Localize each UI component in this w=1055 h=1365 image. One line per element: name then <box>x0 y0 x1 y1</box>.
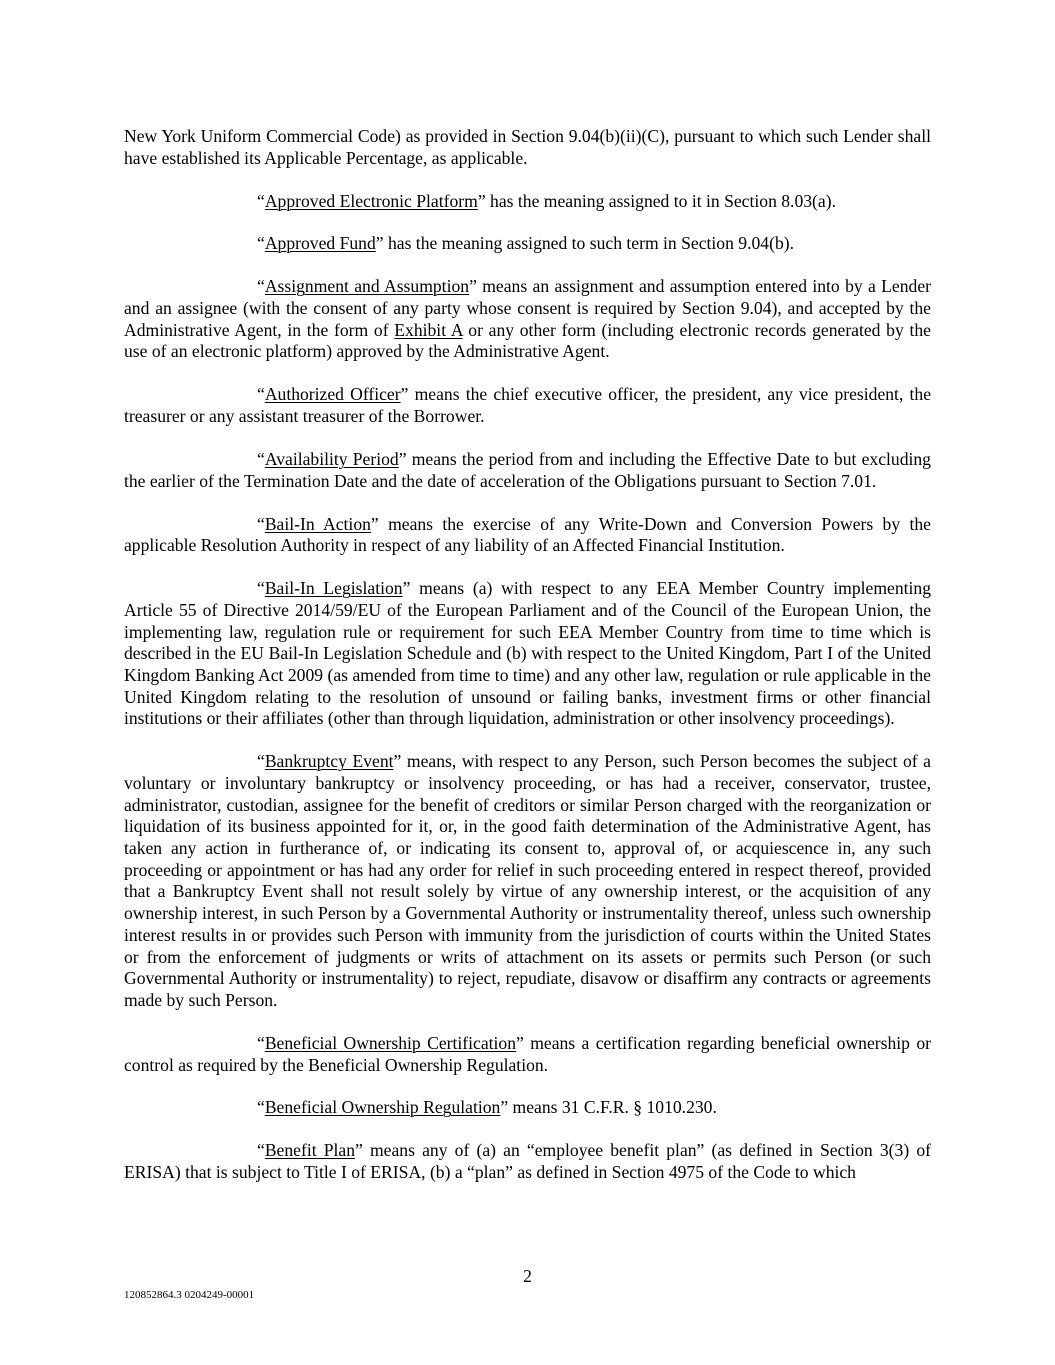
definition-benefit-plan: “Benefit Plan” means any of (a) an “employee benefit plan” (as defined in Section 3(3) of ERISA) that is subject to Title I of ERISA, (b) a “plan” as defined in Section 4975 of the Code to which <box>124 1140 931 1183</box>
definition-text: means 31 C.F.R. § 1010.230. <box>508 1097 717 1118</box>
paragraph-continuation <box>124 126 931 169</box>
definition-text: means a certification regarding beneficial ownership or control as required by the Beneficial Ownership Regulation. <box>124 1032 931 1075</box>
definition-bankruptcy-event: “Bankruptcy Event” means, with respect to any Person, such Person becomes the subject of a voluntary or involuntary bankruptcy or insolvency proceeding, or has had a receiver, conservator, trustee, administrator, custodian, assignee for the benefit of creditors or similar Person charged with the reorganization or liquidation of its business appointed for it, or, in the good faith determination of the Administrative Agent, has taken any action in furtherance of, or indicating its consent to, approval of, or acquiescence in, any such proceeding or appointment or has had any order for relief in such proceeding entered in respect thereof, provided that a Bankruptcy Event shall not result solely by virtue of any ownership interest, or the acquisition of any ownership interest, in such Person by a Governmental Authority or instrumentality thereof, unless such ownership interest results in or provides such Person with immunity from the jurisdiction of courts within the United States or from the enforcement of judgments or writs of attachment on its assets or permits such Person (or such Governmental Authority or instrumentality) to reject, repudiate, disavow or disaffirm any contracts or agreements made by such Person. <box>124 751 931 1010</box>
defined-term: Bail-In Action <box>264 513 371 534</box>
definition-bail-in-action: “Bail-In Action” means the exercise of any Write-Down and Conversion Powers by the applicable Resolution Authority in respect of any liability of an Affected Financial Institution. <box>124 513 931 556</box>
definition-text: means, with respect to any Person, such Person becomes the subject of a voluntary or involuntary bankruptcy or insolvency proceeding, or has had a receiver, conservator, trustee, administrator, custodian, assignee for the benefit of creditors or similar Person charged with the reorganization or liquidation of its business appointed for it, or, in the good faith determination of the Administrative Agent, has taken any action in furtherance of, or indicating its consent to, approval of, or acquiescence in, any such proceeding or appointment or has had any order for relief in such proceeding entered in respect thereof, provided that a Bankruptcy Event shall not result solely by virtue of any ownership interest, or the acquisition of any ownership interest, in such Person by a Governmental Authority or instrumentality thereof, unless such ownership interest results in or provides such Person with immunity from the jurisdiction of courts within the United States or from the enforcement of judgments or writs of attachment on its assets or permits such Person (or such Governmental Authority or instrumentality) to reject, repudiate, disavow or disaffirm any contracts or agreements made by such Person. <box>124 751 931 1010</box>
definition-approved-fund: “Approved Fund” has the meaning assigned to such term in Section 9.04(b). <box>257 233 795 254</box>
definition-text: means the exercise of any Write-Down and Conversion Powers by the applicable Resolution Authority in respect of any liability of an Affected Financial Institution. <box>124 513 931 556</box>
definition-assignment-and-assumption: “Assignment and Assumption” means an assignment and assumption entered into by a Lender and an assignee (with the consent of any party whose consent is required by Section 9.04), and accepted by the Administrative Agent, in the form of Exhibit A or any other form (including electronic records generated by the use of an electronic platform) approved by the Administrative Agent. <box>124 276 931 362</box>
page-number: 2 <box>523 1266 532 1286</box>
document-id: 120852864.3 0204249-00001 <box>124 1289 255 1301</box>
definition-text-continued: or any other form (including electronic records generated by the use of an electronic platform) approved by the Administrative Agent. <box>124 319 931 362</box>
defined-term: Availability Period <box>264 448 399 469</box>
definition-beneficial-ownership-certification: “Beneficial Ownership Certification” means a certification regarding beneficial ownership or control as required by the Beneficial Ownership Regulation. <box>124 1032 931 1075</box>
definition-text: means the period from and including the Effective Date to but excluding the earlier of the Termination Date and the date of acceleration of the Obligations pursuant to Section 7.01. <box>124 448 931 491</box>
defined-term: Approved Electronic Platform <box>264 190 478 211</box>
definition-authorized-officer: “Authorized Officer” means the chief executive officer, the president, any vice president, the treasurer or any assistant treasurer of the Borrower. <box>124 384 932 427</box>
definition-text: has the meaning assigned to it in Section 8.03(a). <box>485 190 836 211</box>
definition-availability-period: “Availability Period” means the period from and including the Effective Date to but excluding the earlier of the Termination Date and the date of acceleration of the Obligations pursuant to Section 7.01. <box>124 448 931 491</box>
definition-approved-electronic-platform: “Approved Electronic Platform” has the meaning assigned to it in Section 8.03(a). <box>257 190 836 211</box>
definition-text: means any of (a) an “employee benefit plan” (as defined in Section 3(3) of ERISA) that is subject to Title I of ERISA, (b) a “plan” as defined in Section 4975 of the Code to which <box>124 1140 931 1183</box>
definition-text: has the meaning assigned to such term in Section 9.04(b). <box>383 233 795 254</box>
definition-text: means an assignment and assumption entered into by a Lender and an assignee (with the consent of any party whose consent is required by Section 9.04), and accepted by the Administrative Agent, in the form of <box>124 276 931 340</box>
exhibit-reference: Exhibit A <box>394 319 463 340</box>
paragraph-text: New York Uniform Commercial Code) as provided in Section 9.04(b)(ii)(C), pursuant to which such Lender shall have established its Applicable Percentage, as applicable. <box>124 126 931 168</box>
document-body <box>124 126 931 1184</box>
definition-beneficial-ownership-regulation: “Beneficial Ownership Regulation” means 31 C.F.R. § 1010.230. <box>257 1097 717 1118</box>
defined-term: Bankruptcy Event <box>264 751 394 772</box>
defined-term: Approved Fund <box>264 233 376 254</box>
defined-term: Beneficial Ownership Regulation <box>264 1097 501 1118</box>
defined-term: Authorized Officer <box>264 384 401 405</box>
definition-bail-in-legislation: “Bail-In Legislation” means (a) with respect to any EEA Member Country implementing Article 55 of Directive 2014/59/EU of the European Parliament and of the Council of the European Union, the implementing law, regulation rule or requirement for such EEA Member Country from time to time which is described in the EU Bail-In Legislation Schedule and (b) with respect to the United Kingdom, Part I of the United Kingdom Banking Act 2009 (as amended from time to time) and any other law, regulation or rule applicable in the United Kingdom relating to the resolution of unsound or failing banks, investment firms or other financial institutions or their affiliates (other than through liquidation, administration or other insolvency proceedings). <box>124 578 931 729</box>
definition-text: means (a) with respect to any EEA Member Country implementing Article 55 of Directive 2014/59/EU of the European Parliament and of the Council of the European Union, the implementing law, regulation rule or requirement for such EEA Member Country from time to time which is described in the EU Bail-In Legislation Schedule and (b) with respect to the United Kingdom, Part I of the United Kingdom Banking Act 2009 (as amended from time to time) and any other law, regulation or rule applicable in the United Kingdom relating to the resolution of unsound or failing banks, investment firms or other financial institutions or their affiliates (other than through liquidation, administration or other insolvency proceedings). <box>124 578 931 729</box>
defined-term: Beneficial Ownership Certification <box>264 1032 516 1053</box>
defined-term: Benefit Plan <box>264 1140 356 1161</box>
defined-term: Assignment and Assumption <box>264 276 470 297</box>
definition-text: means the chief executive officer, the president, any vice president, the treasurer or any assistant treasurer of the Borrower. <box>124 384 932 427</box>
defined-term: Bail-In Legislation <box>264 578 403 599</box>
